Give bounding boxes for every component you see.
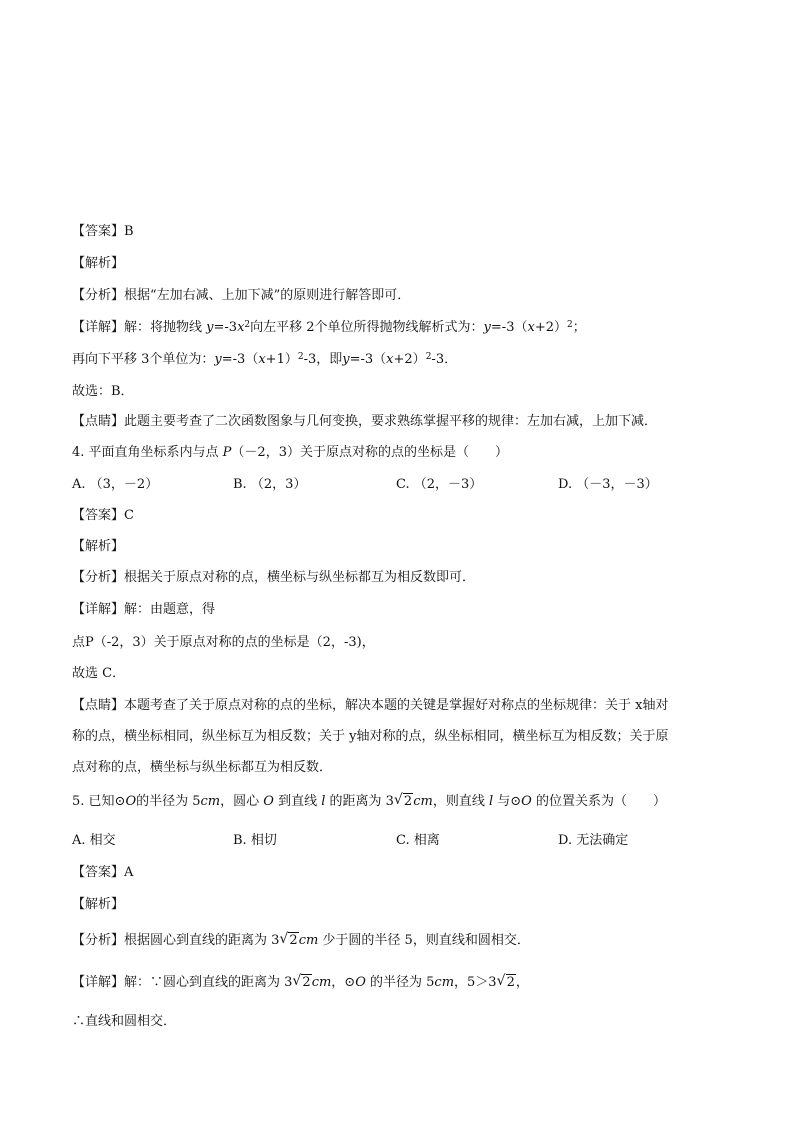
q3-dianjing: 【点睛】此题主要考查了二次函数图象与几何变换，要求熟练掌握平移的规律：左加右减，上加下减． [72,414,658,429]
q4-option-d: D. （－3，－3） [558,477,658,492]
q3-xiangjie-line1: 【详解】解：将抛物线 $y=-3x^2$向左平移 2个单位所得抛物线解析式为：$y=-3(x+2)^2$； [72,320,586,335]
q4-xiangjie: 【详解】解：由题意，得 [72,602,216,617]
q3-answer: 【答案】B [72,224,134,239]
q4-fenxi: 【分析】根据关于原点对称的点，横坐标与纵坐标都互为相反数即可． [72,570,476,585]
q3-fenxi: 【分析】根据“左加右减、上加下减”的原则进行解答即可． [72,288,411,303]
q4-dianjing-line1: 【点睛】本题考查了关于原点对称的点的坐标，解决本题的关键是掌握好对称点的坐标规律：关于 x轴对 [72,698,669,713]
q5-option-d: D. 无法确定 [558,833,629,848]
q3-choice: 故选：B． [72,384,134,399]
q5-option-a: A. 相交 [72,833,116,848]
q5-stem: 5. 已知⊙O的半径为 5cm，圆心 O 到直线 l 的距离为 3√ 2cm，则直线 l 与⊙O 的位置关系为（ ） [72,792,666,812]
q5-xiangjie: 【详解】解：∵圆心到直线的距离为 3√ 2cm，⊙O 的半径为 5cm，5＞3√ 2， [72,973,529,993]
sqrt-symbol: √ 2 [279,931,298,951]
q4-stem: 4. 平面直角坐标系内与点 P（－2，3）关于原点对称的点的坐标是（ ） [72,445,508,460]
q5-option-c: C. 相离 [396,833,440,848]
q5-analysis-heading: 【解析】 [72,897,125,912]
q5-conclusion: ∴直线和圆相交． [72,1014,177,1029]
q5-answer: 【答案】A [72,865,134,880]
q5-fenxi: 【分析】根据圆心到直线的距离为 3√ 2cm 少于圆的半径 5，则直线和圆相交． [72,931,530,951]
sqrt-symbol: √ 2 [292,973,311,993]
q5-option-b: B. 相切 [233,833,277,848]
sqrt-symbol: √ 2 [394,792,413,812]
q3-analysis-heading: 【解析】 [72,256,125,271]
q4-choice: 故选 C． [72,666,126,681]
q4-detail: 点P（-2，3）关于原点对称的点的坐标是（2，-3)， [72,635,375,650]
q4-option-c: C. （2，－3） [396,477,483,492]
q4-option-b: B. （2，3） [233,477,307,492]
q4-dianjing-line3: 点对称的点，横坐标与纵坐标都互为相反数． [72,760,333,775]
q3-xiangjie-line2: 再向下平移 3个单位为：$y=-3(x+1)^2-3$，即$y=-3(x+2)^2-3$． [72,352,458,367]
q4-dianjing-line2: 称的点，横坐标相同，纵坐标互为相反数；关于 y轴对称的点，纵坐标相同，横坐标互为相反数；关于原 [72,729,669,744]
sqrt-symbol: √ 2 [497,973,516,993]
q4-analysis-heading: 【解析】 [72,539,125,554]
q4-answer: 【答案】C [72,508,134,523]
q4-option-a: A. （3，－2） [72,477,159,492]
